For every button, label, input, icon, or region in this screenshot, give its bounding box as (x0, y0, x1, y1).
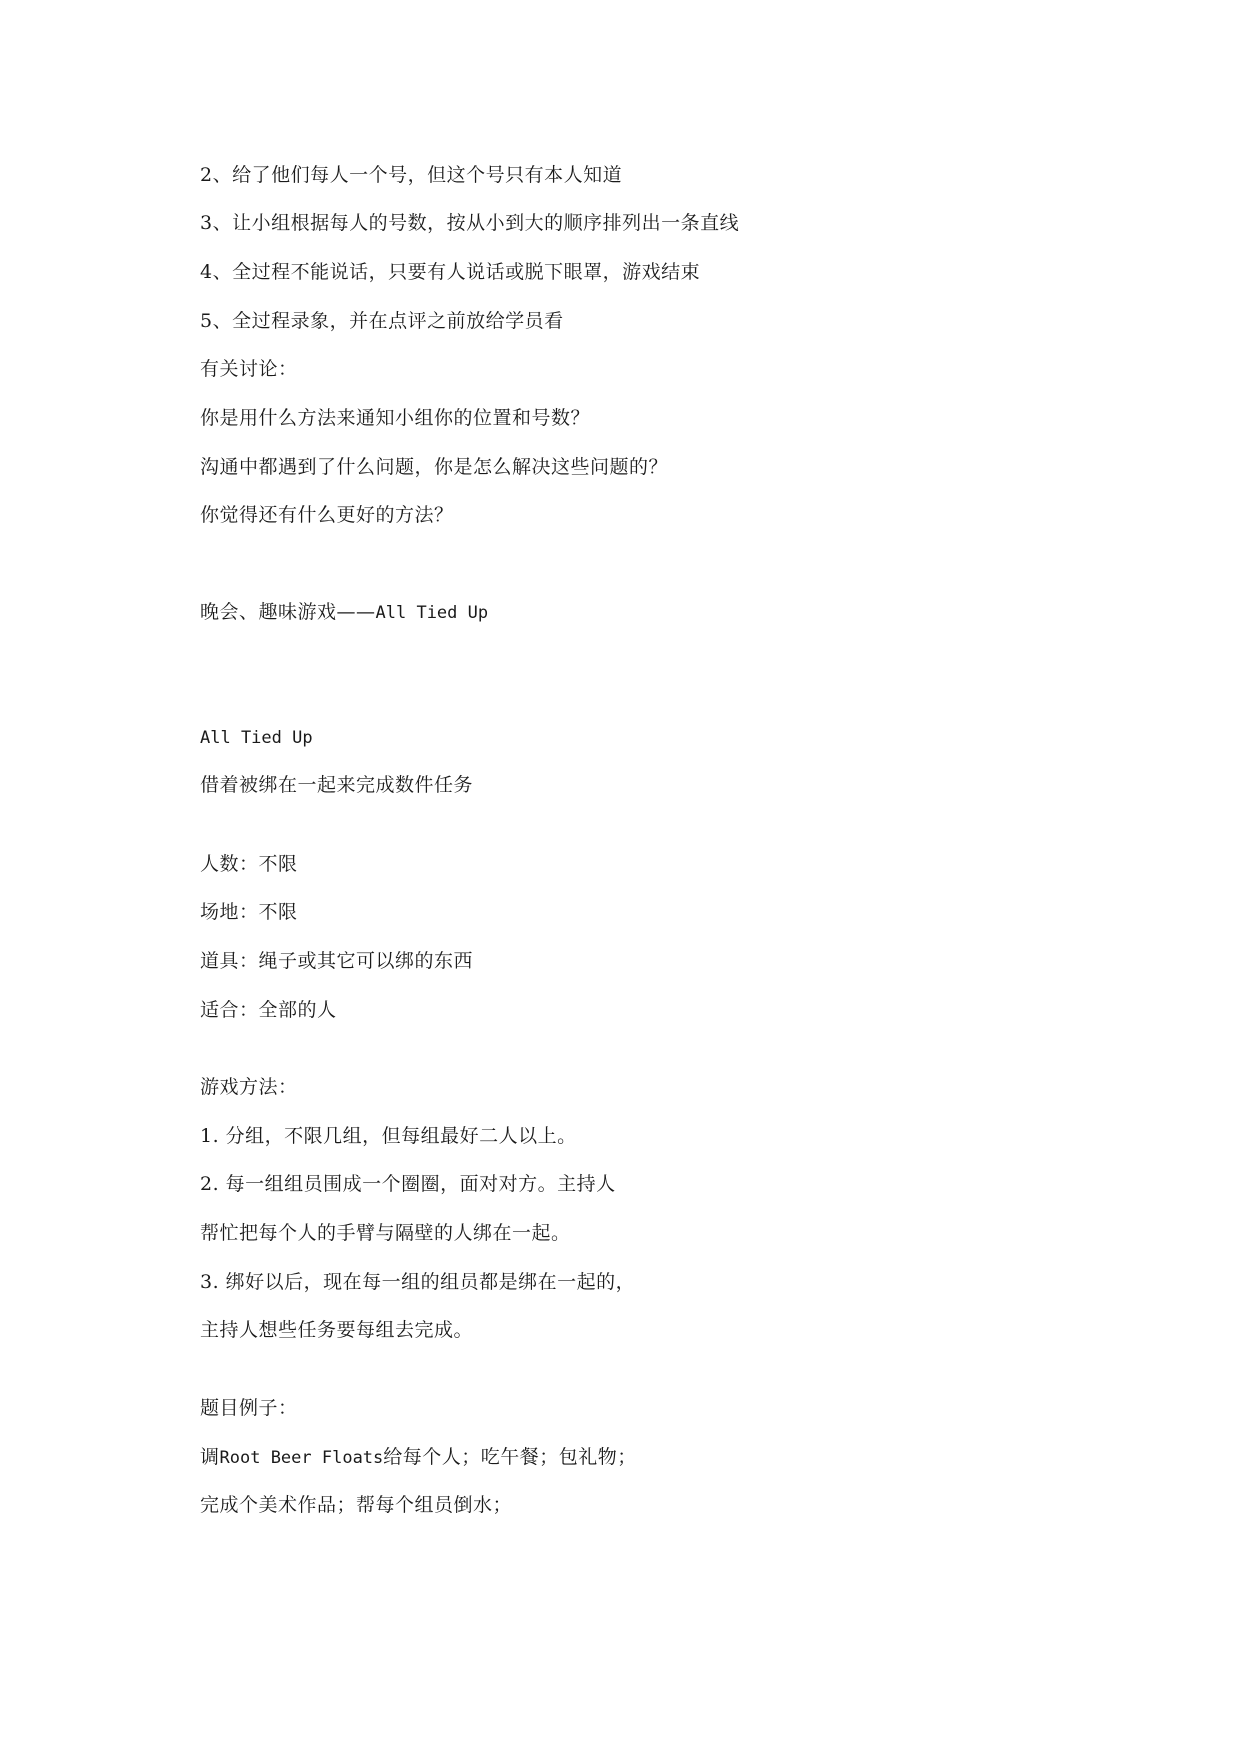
example-line-2: 完成个美术作品；帮每个组员倒水； (200, 1494, 513, 1516)
method-line-4: 3. 绑好以后，现在每一组的组员都是绑在一起的， (200, 1271, 636, 1293)
info-suitable: 适合：全部的人 (200, 999, 337, 1021)
method-line-5: 主持人想些任务要每组去完成。 (200, 1319, 474, 1341)
example-line-1 (200, 1445, 637, 1470)
section-title-cn: 晚会、趣味游戏—— (200, 601, 376, 623)
method-line-3: 帮忙把每个人的手臂与隔壁的人绑在一起。 (200, 1222, 571, 1244)
step-5: 5、全过程录象，并在点评之前放给学员看 (200, 310, 564, 332)
game-subtitle: 借着被绑在一起来完成数件任务 (200, 774, 474, 796)
step-2: 2、给了他们每人一个号，但这个号只有本人知道 (200, 164, 623, 186)
section-title-en: All Tied Up (375, 603, 489, 623)
discussion-question-2: 沟通中都遇到了什么问题，你是怎么解决这些问题的？ (200, 456, 669, 478)
examples-heading: 题目例子： (200, 1397, 298, 1419)
step-4: 4、全过程不能说话，只要有人说话或脱下眼罩，游戏结束 (200, 261, 701, 283)
example-line-1-suffix: 给每个人；吃午餐；包礼物； (383, 1446, 637, 1468)
example-line-1-prefix: 调 (200, 1446, 220, 1468)
info-venue: 场地：不限 (200, 901, 298, 923)
game-title: All Tied Up (200, 728, 313, 748)
discussion-heading: 有关讨论： (200, 358, 298, 380)
info-props: 道具：绳子或其它可以绑的东西 (200, 950, 474, 972)
step-3: 3、让小组根据每人的号数，按从小到大的顺序排列出一条直线 (200, 212, 740, 234)
discussion-question-3: 你觉得还有什么更好的方法？ (200, 504, 454, 526)
info-players: 人数：不限 (200, 853, 298, 875)
method-line-1: 1. 分组，不限几组，但每组最好二人以上。 (200, 1125, 577, 1147)
method-line-2: 2. 每一组组员围成一个圈圈，面对对方。主持人 (200, 1173, 616, 1195)
section-title (200, 600, 488, 625)
discussion-question-1: 你是用什么方法来通知小组你的位置和号数？ (200, 407, 591, 429)
example-line-1-en: Root Beer Floats (219, 1448, 384, 1468)
method-heading: 游戏方法： (200, 1076, 298, 1098)
